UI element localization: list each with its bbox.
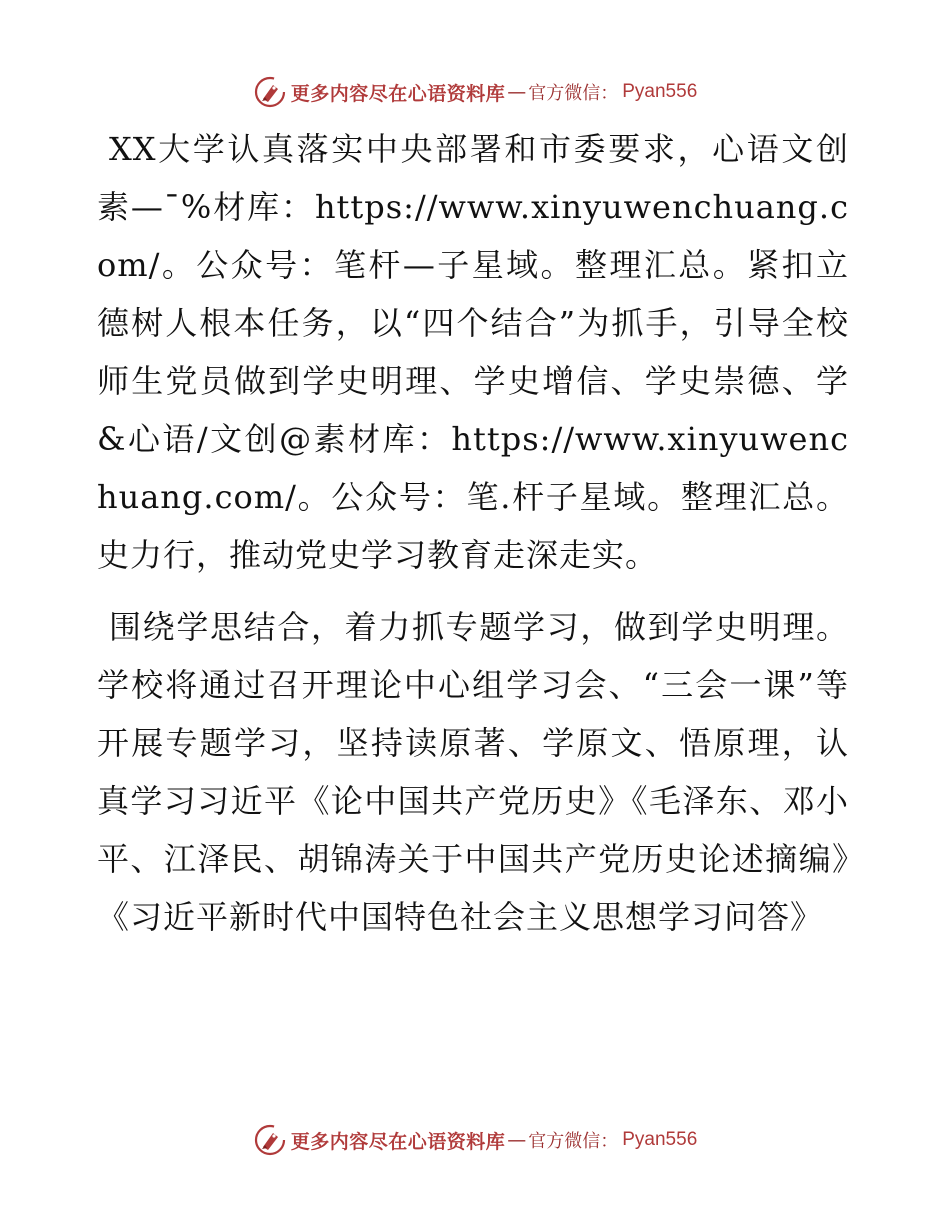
- promo-text: 更多内容尽在心语资料库: [290, 1130, 506, 1153]
- document-body: [97, 120, 849, 946]
- footer-banner: [0, 1120, 950, 1160]
- separator: —: [507, 1129, 527, 1151]
- pen-nib-logo-icon: [253, 1123, 287, 1157]
- separator: —: [507, 81, 527, 103]
- paragraph-2: 围绕学思结合，着力抓专题学习，做到学史明理。学校将通过召开理论中心组学习会、“三会一课”等开展专题学习，坚持读原著、学原文、悟原理，认真学习习近平《论中国共产党历史》《毛泽东、邓小平、江泽民、胡锦涛关于中国共产党历史论述摘编》《习近平新时代中国特色社会主义思想学习问答》: [97, 608, 849, 936]
- header-banner: [0, 72, 950, 112]
- paragraph-1: XX大学认真落实中央部署和市委要求，心语文创素—¯%材库：https://www.xinyuwenchuang.com/。公众号：笔杆—子星域。整理汇总。紧扣立德树人根本任务，以“四个结合”为抓手，引导全校师生党员做到学史明理、学史增信、学史崇德、学&心语/文创@素材库：https://www.xinyuwenchuang.com/。公众号：笔.杆子星域。整理汇总。史力行，推动党史学习教育走深走实。: [97, 130, 849, 574]
- wechat-id: Pyan556: [622, 81, 698, 102]
- promo-text: 更多内容尽在心语资料库: [290, 82, 506, 105]
- wechat-label: 官方微信：: [528, 1131, 619, 1152]
- pen-nib-logo-icon: [253, 75, 287, 109]
- wechat-id: Pyan556: [622, 1129, 698, 1150]
- wechat-label: 官方微信：: [528, 83, 619, 104]
